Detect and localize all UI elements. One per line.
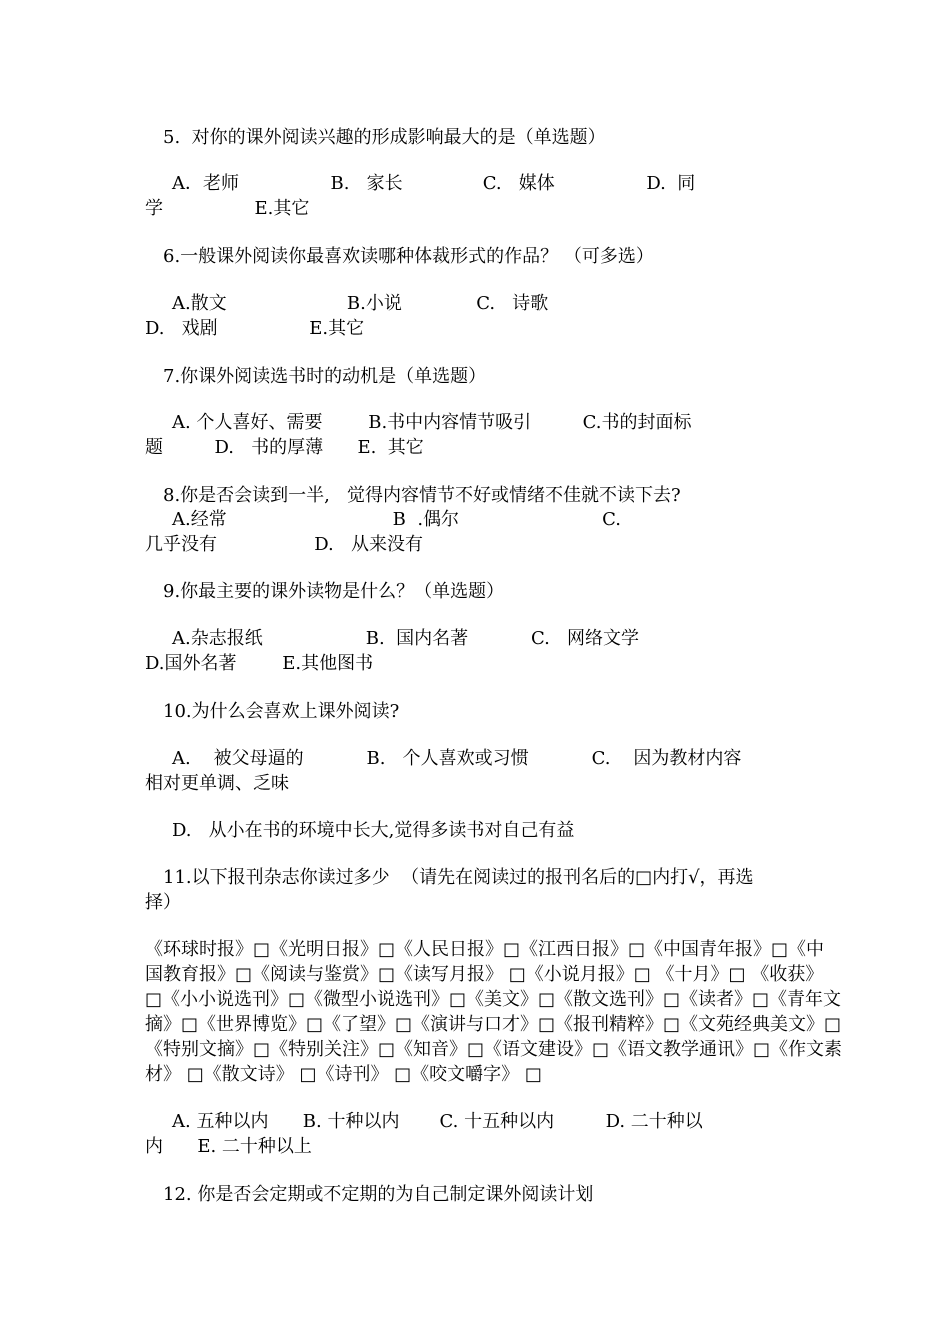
- periodical-list-line: 《环球时报》□《光明日报》□《人民日报》□《江西日报》□《中国青年报》□《中: [145, 939, 825, 960]
- question-6-options: A.散文 B.小说 C. 诗歌: [172, 293, 549, 314]
- question-5-options-cont: 学 E.其它: [145, 198, 310, 219]
- question-8: 8.你是否会读到一半, 觉得内容情节不好或情绪不佳就不读下去?: [163, 485, 681, 506]
- question-5: 5. 对你的课外阅读兴趣的形成影响最大的是（单选题）: [163, 127, 606, 148]
- question-7-options-cont: 题 D. 书的厚薄 E. 其它: [145, 437, 424, 458]
- question-9-options-cont: D.国外名著 E.其他图书: [145, 653, 374, 674]
- question-7: 7.你课外阅读选书时的动机是（单选题）: [163, 366, 487, 387]
- periodical-list-line: 《特别文摘》□《特别关注》□《知音》□《语文建设》□《语文教学通讯》□《作文素: [145, 1039, 843, 1060]
- question-10-option-d: D. 从小在书的环境中长大,觉得多读书对自己有益: [172, 820, 575, 841]
- question-11-cont: 择）: [145, 892, 181, 913]
- question-5-options: A．老师 B. 家长 C. 媒体 D. 同: [172, 173, 696, 194]
- question-8-options: A.经常 B .偶尔 C.: [172, 509, 621, 530]
- question-11: 11.以下报刊杂志你读过多少 （请先在阅读过的报刊名后的□内打√，再选: [163, 867, 754, 888]
- question-6: 6.一般课外阅读你最喜欢读哪种体裁形式的作品？ （可多选）: [163, 246, 654, 267]
- question-9: 9.你最主要的课外读物是什么？（单选题）: [163, 581, 505, 602]
- periodical-list-line: 摘》□《世界博览》□《了望》□《演讲与口才》□《报刊精粹》□《文苑经典美文》□: [145, 1014, 842, 1035]
- periodical-list-line: 材》 □《散文诗》 □《诗刊》 □《咬文嚼字》 □: [145, 1064, 542, 1085]
- question-12: 12. 你是否会定期或不定期的为自己制定课外阅读计划: [163, 1184, 594, 1205]
- question-11-options-cont: 内 E. 二十种以上: [145, 1136, 312, 1157]
- periodical-list-line: □《小小说选刊》□《微型小说选刊》□《美文》□《散文选刊》□《读者》□《青年文: [145, 989, 842, 1010]
- question-11-options: A. 五种以内 B. 十种以内 C. 十五种以内 D. 二十种以: [172, 1111, 703, 1132]
- question-10: 10.为什么会喜欢上课外阅读?: [163, 701, 400, 722]
- question-9-options: A.杂志报纸 B. 国内名著 C. 网络文学: [172, 628, 640, 649]
- question-7-options: A. 个人喜好、需要 B.书中内容情节吸引 C.书的封面标: [172, 412, 692, 433]
- periodical-list-line: 国教育报》□《阅读与鉴赏》□《读写月报》 □《小说月报》□ 《十月》□ 《收获》: [145, 964, 824, 985]
- question-10-options: A. 被父母逼的 B. 个人喜欢或习惯 C. 因为教材内容: [172, 748, 742, 769]
- question-10-options-cont: 相对更单调、乏味: [145, 773, 289, 794]
- question-8-options-cont: 几乎没有 D. 从来没有: [145, 534, 423, 555]
- question-6-options-cont: D. 戏剧 E.其它: [145, 318, 365, 339]
